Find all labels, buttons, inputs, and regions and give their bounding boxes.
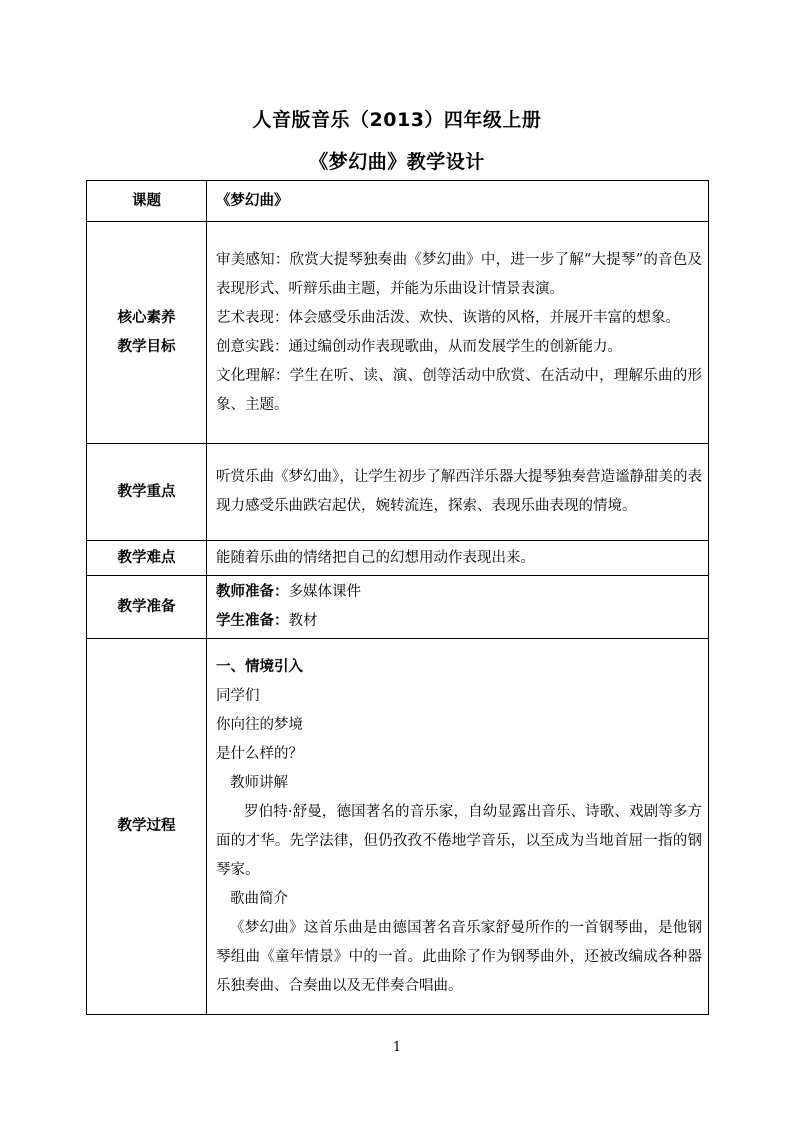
teacher-preparation-value: 多媒体课件 (288, 584, 361, 600)
teacher-preparation (216, 578, 702, 607)
focus-label: 教学重点 (87, 444, 207, 541)
topic-label: 课题 (87, 181, 207, 222)
table-row-process (87, 639, 709, 1015)
difficulty-content (207, 541, 709, 576)
goal-culture: 文化理解：学生在听、读、演、创等活动中欣赏、在活动中，理解乐曲的形象、主题。 (216, 367, 702, 413)
difficulty-label: 教学难点 (87, 541, 207, 576)
teacher-preparation-label: 教师准备： (216, 584, 289, 600)
table-row-focus (87, 444, 709, 541)
preparation-label: 教学准备 (87, 576, 207, 639)
goals-label-line2: 教学目标 (117, 338, 176, 355)
goal-creativity: 创意实践：通过编创动作表现歌曲，从而发展学生的创新能力。 (216, 338, 622, 355)
table-row-difficulty (87, 541, 709, 576)
page-number: 1 (392, 1040, 402, 1055)
student-preparation-label: 学生准备： (216, 613, 289, 629)
goal-aesthetic: 审美感知：欣赏大提琴独奏曲《梦幻曲》中，进一步了解“大提琴”的音色及表现形式、听辩乐曲主题，并能为乐曲设计情景表演。 (216, 251, 702, 297)
table-row-topic (87, 181, 709, 222)
goal-expression: 艺术表现：体会感受乐曲活泼、欢快、诙谐的风格，并展开丰富的想象。 (216, 309, 680, 326)
topic-value-text: 《梦幻曲》 (216, 192, 289, 209)
student-preparation (216, 607, 702, 636)
process-label: 教学过程 (87, 639, 207, 1015)
preparation-content (207, 576, 709, 639)
goals-label (87, 222, 207, 444)
table-row-preparation (87, 576, 709, 639)
process-line: 同学们 (216, 687, 260, 704)
student-preparation-value: 教材 (288, 613, 318, 629)
process-content (207, 639, 709, 1015)
lesson-plan-table (86, 180, 709, 1015)
table-row-goals (87, 222, 709, 444)
song-intro-text: 《梦幻曲》这首乐曲是由德国著名音乐家舒曼所作的一首钢琴曲，是他钢琴组曲《童年情景》中的一首。此曲除了作为钢琴曲外，还被改编成各种器乐独奏曲、合奏曲以及无伴奏合唱曲。 (216, 919, 702, 994)
document-title: 人音版音乐（2013）四年级上册 (252, 109, 542, 131)
difficulty-text: 能随着乐曲的情绪把自己的幻想用动作表现出来。 (216, 549, 535, 566)
focus-text: 听赏乐曲《梦幻曲》，让学生初步了解西洋乐器大提琴独奏营造谧静甜美的表现力感受乐曲跌宕起伏，婉转流连，探索、表现乐曲表现的情境。 (216, 469, 702, 514)
process-line: 你向往的梦境 (216, 716, 303, 733)
topic-value (207, 181, 709, 222)
teacher-explanation-text: 罗伯特·舒曼，德国著名的音乐家，自幼显露出音乐、诗歌、戏剧等多方面的才华。先学法律，但仍孜孜不倦地学音乐，以至成为当地首屈一指的钢琴家。 (216, 803, 702, 878)
goals-label-line1: 核心素养 (117, 309, 176, 326)
process-section-heading: 一、情境引入 (216, 658, 303, 675)
focus-content (207, 444, 709, 541)
document-subtitle: 《梦幻曲》教学设计 (309, 151, 485, 173)
teacher-explanation-heading: 教师讲解 (230, 774, 288, 791)
process-line: 是什么样的？ (216, 745, 303, 762)
song-intro-heading: 歌曲简介 (230, 890, 288, 907)
goals-content (207, 222, 709, 444)
